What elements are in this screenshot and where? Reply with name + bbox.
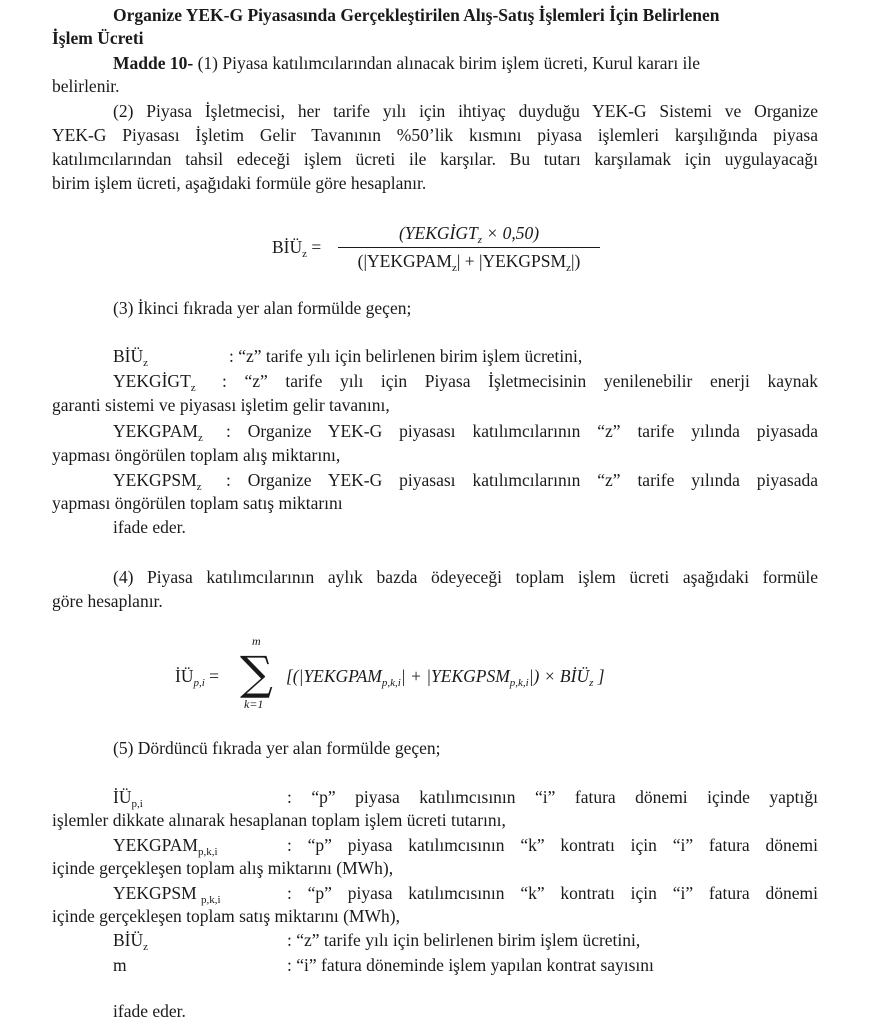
def2-name-iu: $İÜ_{p,i}$ [113, 787, 143, 810]
formula-1-lhs: $BİÜ_z$ = [272, 237, 322, 260]
formula-1-numerator: $(YEKGİGT_z \times 0,50)$ [398, 223, 540, 246]
def2-cont-yekgpsm: içinde gerçekleşen toplam satış miktarını (MWh), [52, 906, 400, 926]
def2-text-yekgpam: : “p” piyasa katılımcısının “k” kontratı için “i” fatura dönemi [287, 835, 818, 855]
formula-1-denominator: ($|YEKGPAM_z|$ + $|YEKGPSM_z|$) [357, 251, 581, 275]
formula-2-body: [($|YEKGPAM_{p,k,i}|$ + $|YEKGPSM_{p,k,i}|$) × $BİÜ_z$ ] [286, 666, 605, 689]
def1-name-yekgpam: $YEKGPAM_z$ [113, 421, 203, 444]
paragraph-2-line-4: birim işlem ücreti, aşağıdaki formüle göre hesaplanır. [52, 173, 427, 193]
paragraph-1-line-2: belirlenir. [52, 76, 120, 96]
ifade-eder-2: ifade eder. [113, 1001, 186, 1021]
heading-line-1: Organize YEK-G Piyasasında Gerçekleştirilen Alış-Satış İşlemleri İçin Belirlenen [113, 5, 720, 25]
paragraph-1-line-1: Madde 10- (1) Piyasa katılımcılarından alınacak birim işlem ücreti, Kurul kararı ile [113, 53, 701, 73]
sigma-icon: ∑ [240, 646, 273, 700]
def2-name-m: m [113, 955, 127, 975]
def2-name-yekgpsm: YEKGPSM $_{p,k,i}$ [113, 883, 221, 906]
def2-cont-yekgpam: içinde gerçekleşen toplam alış miktarını (MWh), [52, 858, 394, 878]
def2-cont-iu: işlemler dikkate alınarak hesaplanan toplam işlem ücreti tutarını, [52, 810, 506, 830]
paragraph-2-line-2: YEK-G Piyasası İşletim Gelir Tavanının %50’lik kısmını piyasa işlemleri karşılığında piyasa [52, 125, 818, 145]
def1-cont-yekgigt: garanti sistemi ve piyasası işletim gelir tavanını, [52, 395, 390, 415]
def1-text-yekgigt: : “z” tarife yılı için Piyasa İşletmecisinin yenilenebilir enerji kaynak [222, 371, 818, 391]
def2-name-yekgpam: $YEKGPAM_{p,k,i}$ [113, 835, 218, 858]
def2-text-m: : “i” fatura döneminde işlem yapılan kontrat sayısını [287, 955, 654, 975]
def2-text-yekgpsm: : “p” piyasa katılımcısının “k” kontratı için “i” fatura dönemi [287, 883, 818, 903]
paragraph-2-line-1: (2) Piyasa İşletmecisi, her tarife yılı için ihtiyaç duyduğu YEK-G Sistemi ve Organize [113, 101, 818, 121]
paragraph-5: (5) Dördüncü fıkrada yer alan formülde geçen; [113, 738, 441, 758]
def1-name-yekgigt: $YEKGİGT_z$ [113, 371, 196, 394]
paragraph-2-line-3: katılımcılarından tahsil edeceği işlem ücreti ile karşılar. Bu tutarı karşılamak için uygulayacağı [52, 149, 818, 169]
def1-cont-yekgpam: yapması öngörülen toplam alış miktarını, [52, 445, 341, 465]
def1-cont-yekgpsm: yapması öngörülen toplam satış miktarını [52, 493, 343, 513]
heading-line-2: İşlem Ücreti [52, 28, 144, 48]
def1-name-yekgpsm: $YEKGPSM_z$ [113, 470, 202, 493]
article-label: Madde 10- [113, 53, 194, 73]
ifade-eder-1: ifade eder. [113, 517, 186, 537]
def2-name-biu: $BİÜ_z$ [113, 930, 149, 953]
paragraph-4-line-1: (4) Piyasa katılımcılarının aylık bazda ödeyeceği toplam işlem ücreti aşağıdaki formüle [113, 567, 818, 587]
def1-name-biu: $BİÜ_z$ [113, 346, 149, 369]
sum-lower-limit: k=1 [244, 697, 264, 711]
def1-text-yekgpam: : Organize YEK-G piyasası katılımcılarının “z” tarife yılında piyasada [226, 421, 818, 441]
formula-2-lhs: $İÜ_{p,i}$ = [175, 666, 220, 689]
paragraph-3: (3) İkinci fıkrada yer alan formülde geçen; [113, 298, 412, 318]
def1-text-yekgpsm: : Organize YEK-G piyasası katılımcılarının “z” tarife yılında piyasada [226, 470, 818, 490]
paragraph-4-line-2: göre hesaplanır. [52, 591, 163, 611]
sum-upper-limit: m [252, 634, 261, 648]
def2-text-iu: : “p” piyasa katılımcısının “i” fatura dönemi içinde yaptığı [287, 787, 818, 807]
def2-text-biu: : “z” tarife yılı için belirlenen birim işlem ücretini, [287, 930, 641, 950]
formula-1-fraction [338, 222, 600, 273]
def1-text-biu: : “z” tarife yılı için belirlenen birim işlem ücretini, [229, 346, 583, 366]
